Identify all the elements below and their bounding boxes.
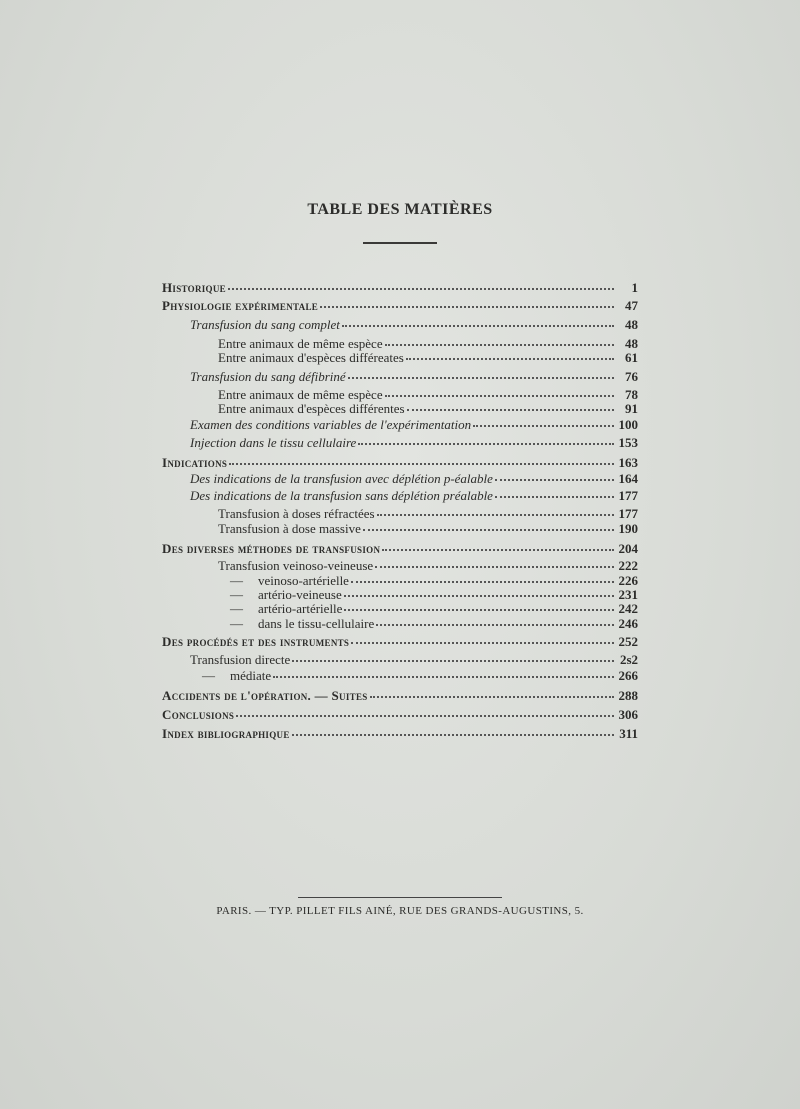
toc-entry-label [162, 634, 349, 650]
toc-entry-text: Physiologie expérimentale [162, 298, 319, 313]
toc-page-number: 177 [618, 506, 638, 521]
ditto-dash: — [230, 587, 243, 602]
toc-page-number: 2s2 [619, 652, 638, 667]
toc-entry [162, 668, 638, 686]
toc-entry-text: Entre animaux de même espèce [218, 387, 383, 402]
toc-entry [162, 488, 638, 506]
page-title: TABLE DES MATIÈRES [307, 201, 493, 218]
toc-page-number: 177 [618, 488, 638, 503]
toc-entry-label [218, 521, 361, 537]
ditto-dash: — [230, 601, 243, 616]
dot-leader [344, 595, 614, 597]
toc-entry-label [190, 471, 493, 487]
toc-page-number: 231 [618, 587, 638, 602]
toc-entry-text: Transfusion du sang défibriné [190, 369, 346, 384]
toc-entry-text: Des indications de la transfusion avec déplétion p‑éalable [190, 471, 493, 486]
dot-leader [292, 734, 614, 736]
toc-entry-label [218, 601, 342, 617]
ditto-dash: — [230, 616, 243, 631]
toc-entry-text: Entre animaux de même espèce [218, 336, 383, 351]
toc-page-number: 246 [618, 616, 638, 631]
toc-entry-text: Transfusion à dose massive [218, 521, 361, 536]
toc-entry-label [162, 688, 368, 704]
toc-entry-text: Transfusion veinoso-veineuse [218, 558, 374, 573]
dot-leader [495, 496, 614, 498]
dot-leader [377, 514, 614, 516]
toc-entry-label [190, 435, 356, 451]
toc-page-number: 163 [618, 455, 638, 470]
printer-imprint: PARIS. — TYP. PILLET FILS AINÉ, RUE DES GRANDS-AUGUSTINS, 5. [216, 905, 584, 917]
toc-entry-text: Historique [162, 280, 226, 295]
toc-entry [162, 417, 638, 435]
toc-entry-label [218, 401, 405, 417]
dot-leader [228, 288, 614, 290]
toc-entry-text: Injection dans le tissu cellulaire [190, 435, 357, 450]
toc-entry-label [190, 417, 471, 433]
dot-leader [229, 463, 614, 465]
toc-page-number: 100 [618, 417, 638, 432]
toc-page-number: 306 [618, 707, 638, 722]
toc-page-number: 252 [618, 634, 638, 649]
toc-page-number: 48 [625, 336, 638, 351]
dot-leader [236, 715, 614, 717]
toc-page-number: 204 [618, 541, 638, 556]
ditto-dash: — [202, 668, 215, 683]
toc-entry [162, 350, 638, 368]
toc-entry [162, 726, 638, 744]
toc-entry-label [190, 488, 493, 504]
toc-entry-text: Examen des conditions variables de l'expérimentation [190, 417, 472, 432]
toc-entry-text: Transfusion directe [190, 652, 291, 667]
toc-page-number: 61 [625, 350, 638, 365]
toc-entry-label [162, 541, 380, 557]
toc-entry-text: Indications [162, 455, 228, 470]
title-rule [363, 242, 437, 244]
toc-entry-label [218, 506, 375, 522]
toc-page-number: 1 [631, 280, 638, 295]
toc-page-number: 190 [618, 521, 638, 536]
toc-entry [162, 616, 638, 634]
dot-leader [407, 409, 614, 411]
dot-leader [292, 660, 614, 662]
toc-page-number: 222 [618, 558, 638, 573]
dot-leader [351, 581, 614, 583]
dot-leader [385, 395, 614, 397]
toc-entry [162, 298, 638, 316]
toc-entry-text: Des indications de la transfusion sans déplétion préalable [190, 488, 493, 503]
toc-entry [162, 541, 638, 559]
toc-page-number: 153 [618, 435, 638, 450]
dot-leader [382, 549, 614, 551]
toc-entry [162, 435, 638, 453]
toc-entry [162, 707, 638, 725]
dot-leader [473, 425, 614, 427]
dot-leader [358, 443, 614, 445]
toc-page-number: 311 [619, 726, 638, 741]
toc-entry [162, 280, 638, 298]
toc-entry-label [162, 280, 226, 296]
toc-entry-label [162, 707, 234, 723]
toc-entry-label [218, 616, 374, 632]
toc-entry [162, 634, 638, 652]
toc-entry [162, 317, 638, 335]
toc-entry-text: Transfusion à doses réfractées [218, 506, 375, 521]
dot-leader [363, 529, 614, 531]
toc-entry-label [162, 455, 227, 471]
toc-entry-label [190, 317, 340, 333]
toc-entry-text: Transfusion du sang complet [190, 317, 340, 332]
toc-page-number: 266 [618, 668, 638, 683]
toc-page-number: 47 [625, 298, 638, 313]
toc-entry-text: artério-artérielle [258, 601, 343, 616]
toc-entry-text: Entre animaux d'espèces différentes [218, 401, 405, 416]
dot-leader [344, 609, 614, 611]
toc-page-number: 226 [618, 573, 638, 588]
toc-page-number: 48 [625, 317, 638, 332]
toc-entry-text: médiate [230, 668, 272, 683]
toc-page-number: 91 [625, 401, 638, 416]
dot-leader [376, 624, 614, 626]
toc-entry-text: dans le tissu-cellulaire [258, 616, 375, 631]
toc-entry-text: Conclusions [162, 707, 235, 722]
toc-entry [162, 369, 638, 387]
dot-leader [495, 479, 614, 481]
toc-entry-label [190, 652, 290, 668]
toc-entry-label [190, 369, 346, 385]
dot-leader [273, 676, 614, 678]
toc-entry [162, 521, 638, 539]
dot-leader [342, 325, 614, 327]
toc-entry-label [218, 350, 404, 366]
toc-entry [162, 688, 638, 706]
dot-leader [370, 696, 614, 698]
dot-leader [351, 642, 614, 644]
toc-entry-text: veinoso-artérielle [258, 573, 349, 588]
imprint-rule [298, 897, 502, 898]
dot-leader [348, 377, 614, 379]
dot-leader [385, 344, 614, 346]
dot-leader [406, 358, 614, 360]
toc-page-number: 164 [618, 471, 638, 486]
ditto-dash: — [230, 573, 243, 588]
toc-entry-text: Accidents de l'opération. — Suites [162, 688, 368, 703]
toc-entry-label [218, 558, 373, 574]
toc-page-number: 78 [625, 387, 638, 402]
toc-page-number: 242 [618, 601, 638, 616]
toc-page-number: 288 [618, 688, 638, 703]
dot-leader [375, 566, 614, 568]
toc-entry-text: Des procédés et des instruments [162, 634, 350, 649]
toc-page-number: 76 [625, 369, 638, 384]
toc-entry-text: Index bibliographique [162, 726, 290, 741]
toc-entry [162, 471, 638, 489]
dot-leader [320, 306, 614, 308]
toc-entry-text: artério-veineuse [258, 587, 342, 602]
toc-entry-label [190, 668, 271, 684]
toc-entry-text: Des diverses méthodes de transfusion [162, 541, 381, 556]
toc-entry-label [162, 726, 290, 742]
toc-entry-text: Entre animaux d'espèces différeates [218, 350, 404, 365]
toc-entry-label [162, 298, 318, 314]
